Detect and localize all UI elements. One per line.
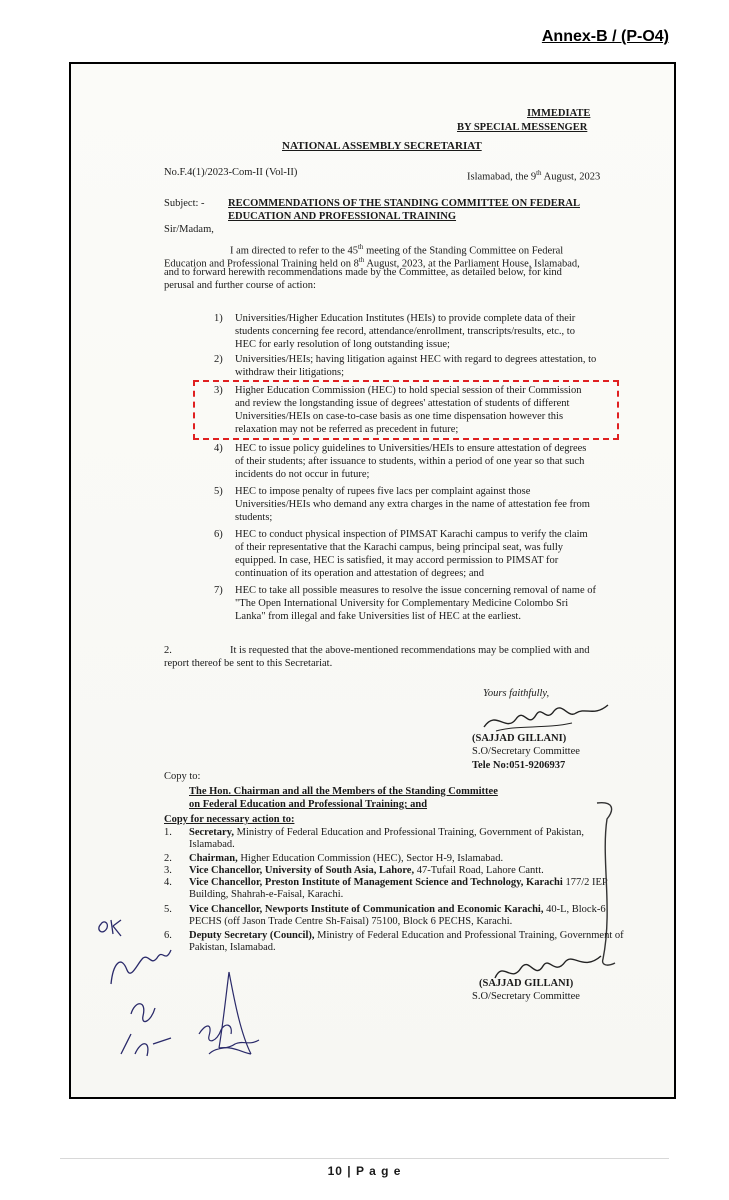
signatory-title: S.O/Secretary Committee <box>472 746 580 757</box>
rec-6-line-1: HEC to conduct physical inspection of PIMSAT Karachi campus to verify the claim <box>235 529 588 540</box>
copy-item-6-line-1 <box>189 930 624 943</box>
margin-bracket <box>593 799 623 969</box>
organization-title: NATIONAL ASSEMBLY SECRETARIAT <box>282 140 482 152</box>
rec-6-number: 6) <box>214 529 223 540</box>
para2-number: 2. <box>164 645 172 656</box>
intro-line-3: and to forward herewith recommendations made by the Committee, as detailed below, for kind <box>164 267 562 278</box>
copy-item-1-line-2: Islamabad. <box>189 839 235 850</box>
copy-to-label: Copy to: <box>164 771 201 782</box>
handwritten-date <box>179 964 279 1064</box>
copy-item-2-line-1 <box>189 853 503 866</box>
rec-2-line-2: withdraw their litigations; <box>235 367 345 378</box>
copy-action-label: Copy for necessary action to: <box>164 814 295 825</box>
copy-item-2-number: 2. <box>164 853 172 864</box>
rec-3-line-2: and review the longstanding issue of degrees' attestation of students of different <box>235 398 570 409</box>
intro-line-2: Education and Professional Training held on 8th August, 2023, at the Parliament House, Islamabad, <box>164 256 580 270</box>
copy-to-line-1: The Hon. Chairman and all the Members of the Standing Committee <box>189 786 498 797</box>
scanned-letter <box>69 62 676 1099</box>
rec-2-number: 2) <box>214 354 223 365</box>
copy-to-line-2-text: on Federal Education and Professional Training; and <box>189 799 428 810</box>
rec-1-line-2: students concerning fee record, attendance/enrollment, transcripts/results, etc., to <box>235 326 575 337</box>
telephone: Tele No:051-9206937 <box>472 760 566 771</box>
rec-7-line-3: Lanka" from illegal and fake Universities list of HEC at the earliest. <box>235 611 521 622</box>
signatory-2-title: S.O/Secretary Committee <box>472 991 580 1002</box>
copy-item-1-text: Ministry of Federal Education and Professional Training, Government of Pakistan, <box>234 827 584 838</box>
subject-label: Subject: - <box>164 198 205 209</box>
signatory-2-name: (SAJJAD GILLANI) <box>479 978 574 989</box>
copy-item-4-role: Vice Chancellor, Preston Institute of Management Science and Technology, Karachi <box>189 877 563 888</box>
rec-3-line-1: Higher Education Commission (HEC) to hold special session of their Commission <box>235 385 582 396</box>
copy-item-6-role: Deputy Secretary (Council), <box>189 930 315 941</box>
copy-item-6-text: Ministry of Federal Education and Professional Training, Government of <box>314 930 624 941</box>
rec-3-line-4: relaxation may not be referred as precedent in future; <box>235 424 459 435</box>
annex-label: Annex-B / (P-O4) <box>541 28 669 45</box>
footer-divider <box>60 1158 669 1159</box>
rec-4-number: 4) <box>214 443 223 454</box>
copy-item-3-role: Vice Chancellor, University of South Asia, Lahore, <box>189 865 415 876</box>
copy-item-2-text: Higher Education Commission (HEC), Sector H-9, Islamabad. <box>237 853 504 864</box>
copy-item-6-line-2: Pakistan, Islamabad. <box>189 942 276 953</box>
letter-date: Islamabad, the 9th August, 2023 <box>467 169 601 183</box>
subject-line-1: RECOMMENDATIONS OF THE STANDING COMMITTEE ON FEDERAL <box>228 198 580 209</box>
rec-4-line-3: incidents do not occur in future; <box>235 469 370 480</box>
rec-7-line-2: "The Open International University for Complementary Medicine Colombo Sri <box>235 598 569 609</box>
intro-line-4: perusal and further course of action: <box>164 280 316 291</box>
rec-7-number: 7) <box>214 585 223 596</box>
rec-1-line-1: Universities/Higher Education Institutes (HEIs) to provide complete data of their <box>235 313 576 324</box>
rec-5-number: 5) <box>214 486 223 497</box>
rec-1-number: 1) <box>214 313 223 324</box>
copy-item-5-line-2: PECHS (off Jason Trade Centre Sh-Faisal) 75100, Block 6 PECHS, Karachi. <box>189 916 513 927</box>
messenger-label: BY SPECIAL MESSENGER <box>457 122 588 133</box>
copy-item-5-role: Vice Chancellor, Newports Institute of Communication and Economic Karachi, <box>189 904 544 915</box>
copy-item-3-number: 3. <box>164 865 172 876</box>
copy-item-5-line-1 <box>189 904 606 917</box>
rec-5-line-3: students; <box>235 512 273 523</box>
rec-3-number: 3) <box>214 385 223 396</box>
rec-1-line-3: HEC for early resolution of long outstanding issue; <box>235 339 450 350</box>
immediate-label: IMMEDIATE <box>527 108 591 119</box>
copy-item-4-text: 177/2 IEP <box>562 877 608 888</box>
copy-item-5-text: 40-L, Block-6 <box>543 904 606 915</box>
rec-6-line-2: of their representative that the Karachi campus, being principal seat, was fully <box>235 542 564 553</box>
para2-line-1: It is requested that the above-mentioned recommendations may be complied with and <box>230 645 590 656</box>
subject-line-2: EDUCATION AND PROFESSIONAL TRAINING <box>228 211 457 222</box>
copy-item-1-number: 1. <box>164 827 172 838</box>
page-number: 10 | P a g e <box>327 1164 402 1178</box>
copy-item-4-number: 4. <box>164 877 172 888</box>
rec-4-line-1: HEC to issue policy guidelines to Universities/HEIs to ensure attestation of degrees <box>235 443 587 454</box>
copy-item-4-line-1 <box>189 877 608 890</box>
rec-2-line-1: Universities/HEIs; having litigation against HEC with regard to degrees attestation, to <box>235 354 597 365</box>
highlight-box <box>193 380 619 440</box>
para2-line-2: report thereof be sent to this Secretariat. <box>164 658 333 669</box>
intro-line-1: I am directed to refer to the 45th meeting of the Standing Committee on Federal <box>230 243 564 257</box>
rec-3-line-3: Universities/HEIs on case-to-case basis as one time dispensation however this <box>235 411 564 422</box>
salutation: Sir/Madam, <box>164 224 214 235</box>
signatory-name: (SAJJAD GILLANI) <box>472 733 567 744</box>
rec-5-line-2: Universities/HEIs who demand any extra charges in the name of attestation fee from <box>235 499 590 510</box>
rec-6-line-3: equipped. In case, HEC is satisfied, it may accord permission to PIMSAT for <box>235 555 559 566</box>
rec-6-line-4: continuation of its operation and attestation of degrees; and <box>235 568 485 579</box>
copy-item-4-line-2: Building, Shahrah-e-Faisal, Karachi. <box>189 889 344 900</box>
copy-to-line-2 <box>189 799 427 812</box>
copy-item-5-number: 5. <box>164 904 172 915</box>
copy-item-2-role: Chairman, <box>189 853 238 864</box>
rec-7-line-1: HEC to take all possible measures to resolve the issue concerning removal of name of <box>235 585 596 596</box>
copy-item-3-line-1 <box>189 865 544 878</box>
rec-4-line-2: of their students; after issuance to students, within a period of one year so that such <box>235 456 585 467</box>
rec-5-line-1: HEC to impose penalty of rupees five lacs per complaint against those <box>235 486 531 497</box>
copy-item-1-role: Secretary, <box>189 827 234 838</box>
reference-number: No.F.4(1)/2023-Com-II (Vol-II) <box>164 167 298 178</box>
copy-item-3-text: 47-Tufail Road, Lahore Cantt. <box>414 865 544 876</box>
copy-item-6-number: 6. <box>164 930 172 941</box>
handwritten-date-text <box>72 65 73 66</box>
copy-item-1-line-1 <box>189 827 584 840</box>
closing: Yours faithfully, <box>483 688 550 699</box>
